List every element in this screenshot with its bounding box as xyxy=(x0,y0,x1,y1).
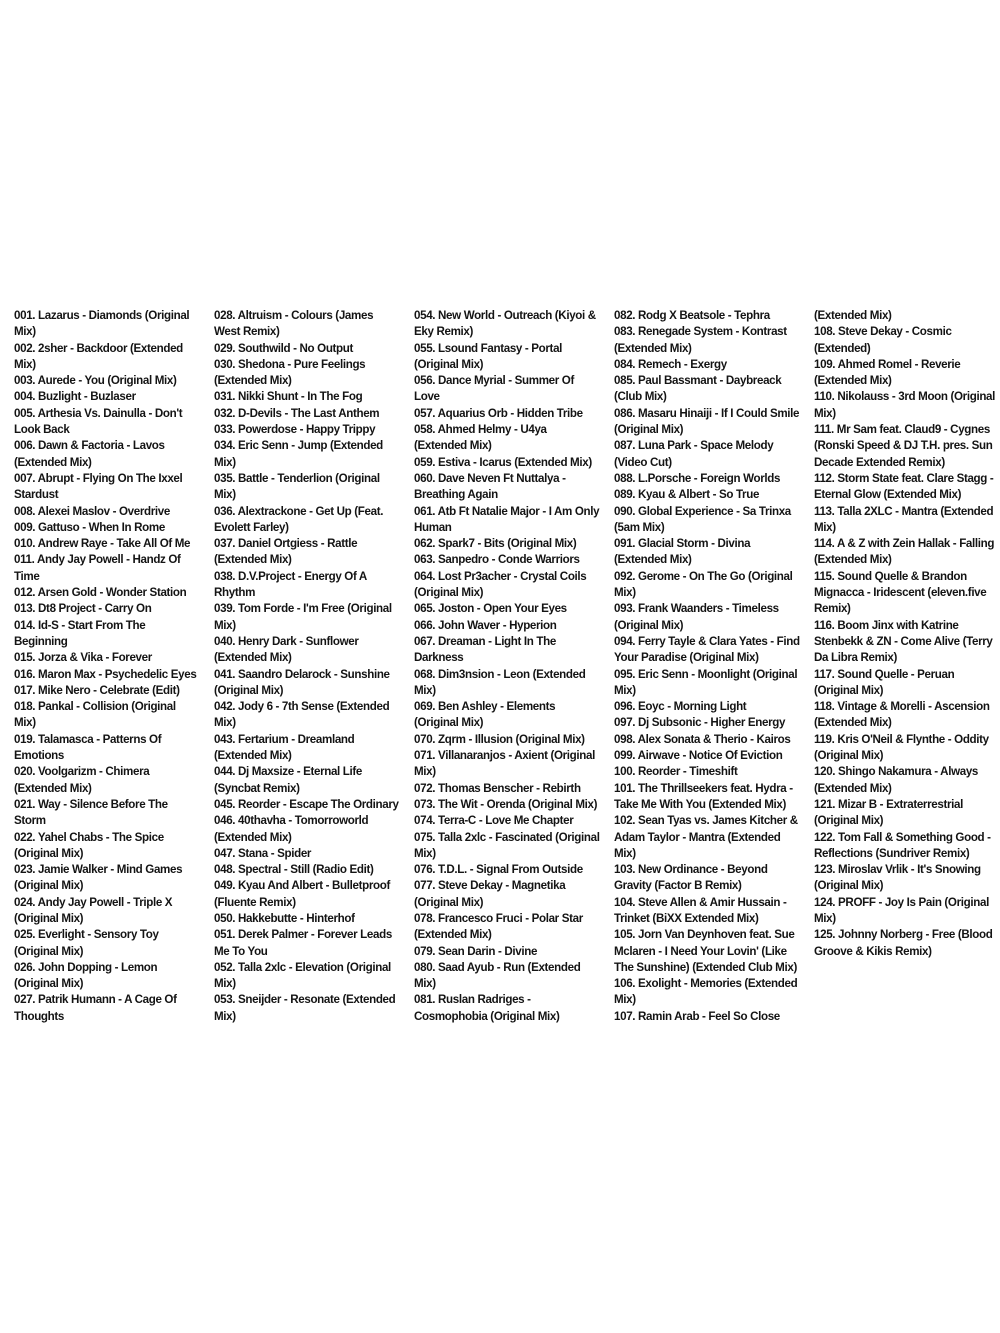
track-entry: 023. Jamie Walker - Mind Games (Original Mix) xyxy=(14,863,183,893)
track-entry: 113. Talla 2XLC - Mantra (Extended Mix) xyxy=(814,504,994,534)
track-entry: 066. John Waver - Hyperion xyxy=(414,618,557,632)
track-entry: 008. Alexei Maslov - Overdrive xyxy=(14,504,170,518)
track-entry: 002. 2sher - Backdoor (Extended Mix) xyxy=(14,341,183,371)
track-entry: 069. Ben Ashley - Elements (Original Mix) xyxy=(414,700,556,730)
track-entry: 095. Eric Senn - Moonlight (Original Mix) xyxy=(614,667,798,697)
track-entry: 025. Everlight - Sensory Toy (Original Mix) xyxy=(14,928,159,958)
track-entry: 096. Eoyc - Morning Light xyxy=(614,700,747,714)
track-entry: 116. Boom Jinx with Katrine Stenbekk & ZN - Come Alive (Terry Da Libra Remix) xyxy=(814,618,993,665)
track-entry: 065. Joston - Open Your Eyes xyxy=(414,602,567,616)
track-entry: 094. Ferry Tayle & Clara Yates - Find Your Paradise (Original Mix) xyxy=(614,634,800,665)
track-entry: 055. Lsound Fantasy - Portal (Original Mix) xyxy=(414,341,563,371)
track-entry: (Extended Mix) xyxy=(814,309,892,322)
track-entry: 114. A & Z with Zein Hallak - Falling (Extended Mix) xyxy=(814,537,995,567)
track-entry: 043. Fertarium - Dreamland (Extended Mix) xyxy=(214,732,355,763)
track-entry: 010. Andrew Raye - Take All Of Me xyxy=(14,537,191,551)
track-entry: 058. Ahmed Helmy - U4ya (Extended Mix) xyxy=(414,423,547,453)
track-entry: 105. Jorn Van Deynhoven feat. Sue Mclaren - I Need Your Lovin' (Like The Sunshine) (Extended Club Mix) xyxy=(614,928,797,974)
track-entry: 044. Dj Maxsize - Eternal Life (Syncbat Remix) xyxy=(214,765,363,795)
track-entry: 064. Lost Pr3acher - Crystal Coils (Original Mix) xyxy=(414,569,587,600)
track-entry: 109. Ahmed Romel - Reverie (Extended Mix) xyxy=(814,357,961,388)
track-entry: 099. Airwave - Notice Of Eviction xyxy=(614,749,783,763)
track-entry: 020. Voolgarizm - Chimera (Extended Mix) xyxy=(14,765,150,795)
track-entry: 107. Ramin Arab - Feel So Close xyxy=(614,1009,780,1023)
track-entry: 048. Spectral - Still (Radio Edit) xyxy=(214,863,374,877)
track-entry: 071. Villanaranjos - Axient (Original Mix) xyxy=(414,749,595,779)
track-entry: 073. The Wit - Orenda (Original Mix) xyxy=(414,797,598,811)
track-entry: 032. D-Devils - The Last Anthem xyxy=(214,406,380,420)
track-entry: 103. New Ordinance - Beyond Gravity (Factor B Remix) xyxy=(614,863,768,893)
track-entry: 100. Reorder - Timeshift xyxy=(614,765,738,779)
track-entry: 075. Talla 2xlc - Fascinated (Original Mix) xyxy=(414,830,600,860)
track-entry: 042. Jody 6 - 7th Sense (Extended Mix) xyxy=(214,700,390,730)
track-entry: 024. Andy Jay Powell - Triple X (Original Mix) xyxy=(14,895,173,925)
track-entry: 019. Talamasca - Patterns Of Emotions xyxy=(14,732,162,763)
track-entry: 054. New World - Outreach (Kiyoi & Eky Remix) xyxy=(414,309,596,339)
track-entry: 036. Alextrackone - Get Up (Feat. Evolett Farley) xyxy=(214,504,384,534)
track-entry: 027. Patrik Humann - A Cage Of Thoughts xyxy=(14,993,177,1023)
track-entry: 029. Southwild - No Output xyxy=(214,341,354,355)
track-entry: 006. Dawn & Factoria - Lavos (Extended Mix) xyxy=(14,439,165,469)
track-entry: 030. Shedona - Pure Feelings (Extended Mix) xyxy=(214,357,366,388)
track-entry: 056. Dance Myrial - Summer Of Love xyxy=(414,374,574,404)
track-entry: 039. Tom Forde - I'm Free (Original Mix) xyxy=(214,602,392,632)
track-entry: 087. Luna Park - Space Melody (Video Cut) xyxy=(614,439,774,469)
track-entry: 005. Arthesia Vs. Dainulla - Don't Look Back xyxy=(14,406,183,437)
tracklist-column-2 xyxy=(214,308,400,1025)
track-entry: 081. Ruslan Radriges - Cosmophobia (Original Mix) xyxy=(414,993,560,1023)
track-entry: 007. Abrupt - Flying On The Ixxel Stardust xyxy=(14,471,183,502)
track-entry: 091. Glacial Storm - Divina (Extended Mix) xyxy=(614,537,751,567)
track-entry: 018. Pankal - Collision (Original Mix) xyxy=(14,700,176,730)
track-entry: 059. Estiva - Icarus (Extended Mix) xyxy=(414,455,592,469)
tracklist xyxy=(14,308,994,1025)
track-entry: 037. Daniel Ortgiess - Rattle (Extended Mix) xyxy=(214,537,358,567)
track-entry: 122. Tom Fall & Something Good - Reflections (Sundriver Remix) xyxy=(814,830,991,860)
track-entry: 003. Aurede - You (Original Mix) xyxy=(14,374,177,388)
track-entry: 063. Sanpedro - Conde Warriors xyxy=(414,553,580,567)
track-entry: 014. Id-S - Start From The Beginning xyxy=(14,618,146,648)
track-entry: 111. Mr Sam feat. Claud9 - Cygnes (Ronski Speed & DJ T.H. pres. Sun Decade Extended Remix) xyxy=(814,423,993,469)
track-entry: 088. L.Porsche - Foreign Worlds xyxy=(614,471,781,485)
track-entry: 082. Rodg X Beatsole - Tephra xyxy=(614,309,770,322)
track-entry: 102. Sean Tyas vs. James Kitcher & Adam Taylor - Mantra (Extended Mix) xyxy=(614,814,798,860)
track-entry: 028. Altruism - Colours (James West Remix) xyxy=(214,309,374,339)
track-entry: 022. Yahel Chabs - The Spice (Original Mix) xyxy=(14,830,164,860)
track-entry: 086. Masaru Hinaiji - If I Could Smile (Original Mix) xyxy=(614,406,800,437)
track-entry: 123. Miroslav Vrlik - It's Snowing (Original Mix) xyxy=(814,863,981,893)
track-entry: 026. John Dopping - Lemon (Original Mix) xyxy=(14,960,158,991)
track-entry: 038. D.V.Project - Energy Of A Rhythm xyxy=(214,569,367,600)
track-entry: 085. Paul Bassmant - Daybreack (Club Mix) xyxy=(614,374,782,404)
track-entry: 004. Buzlight - Buzlaser xyxy=(14,390,136,404)
track-entry: 078. Francesco Fruci - Polar Star (Extended Mix) xyxy=(414,911,583,942)
track-entry: 068. Dim3nsion - Leon (Extended Mix) xyxy=(414,667,586,697)
track-entry: 080. Saad Ayub - Run (Extended Mix) xyxy=(414,960,581,991)
track-entry: 112. Storm State feat. Clare Stagg - Eternal Glow (Extended Mix) xyxy=(814,471,994,502)
track-entry: 074. Terra-C - Love Me Chapter xyxy=(414,814,574,828)
track-entry: 035. Battle - Tenderlion (Original Mix) xyxy=(214,471,380,502)
track-entry: 050. Hakkebutte - Hinterhof xyxy=(214,911,355,925)
track-entry: 089. Kyau & Albert - So True xyxy=(614,488,760,502)
tracklist-column-4 xyxy=(614,308,800,1025)
track-entry: 034. Eric Senn - Jump (Extended Mix) xyxy=(214,439,383,469)
tracklist-column-5 xyxy=(814,308,1000,1025)
track-entry: 033. Powerdose - Happy Trippy xyxy=(214,423,376,437)
track-entry: 017. Mike Nero - Celebrate (Edit) xyxy=(14,683,180,697)
track-entry: 121. Mizar B - Extraterrestrial (Original Mix) xyxy=(814,797,963,828)
track-entry: 061. Atb Ft Natalie Major - I Am Only Human xyxy=(414,504,600,534)
track-entry: 041. Saandro Delarock - Sunshine (Original Mix) xyxy=(214,667,390,697)
track-entry: 072. Thomas Benscher - Rebirth xyxy=(414,781,581,795)
track-entry: 097. Dj Subsonic - Higher Energy xyxy=(614,716,786,730)
track-entry: 115. Sound Quelle & Brandon Mignacca - Iridescent (eleven.five Remix) xyxy=(814,569,987,616)
track-entry: 031. Nikki Shunt - In The Fog xyxy=(214,390,363,404)
track-entry: 009. Gattuso - When In Rome xyxy=(14,520,165,534)
track-entry: 079. Sean Darin - Divine xyxy=(414,944,538,958)
track-entry: 046. 40thavha - Tomorroworld (Extended Mix) xyxy=(214,814,369,844)
track-entry: 053. Sneijder - Resonate (Extended Mix) xyxy=(214,993,396,1023)
track-entry: 120. Shingo Nakamura - Always (Extended Mix) xyxy=(814,765,979,795)
track-entry: 090. Global Experience - Sa Trinxa (5am Mix) xyxy=(614,504,791,534)
track-entry: 083. Renegade System - Kontrast (Extended Mix) xyxy=(614,325,787,355)
track-entry: 021. Way - Silence Before The Storm xyxy=(14,797,168,828)
track-entry: 118. Vintage & Morelli - Ascension (Extended Mix) xyxy=(814,700,990,730)
track-entry: 125. Johnny Norberg - Free (Blood Groove & Kikis Remix) xyxy=(814,928,993,958)
track-entry: 011. Andy Jay Powell - Handz Of Time xyxy=(14,553,181,583)
track-entry: 108. Steve Dekay - Cosmic (Extended) xyxy=(814,325,952,355)
track-entry: 057. Aquarius Orb - Hidden Tribe xyxy=(414,406,583,420)
track-entry: 013. Dt8 Project - Carry On xyxy=(14,602,152,616)
track-entry: 093. Frank Waanders - Timeless (Original Mix) xyxy=(614,602,779,632)
track-entry: 045. Reorder - Escape The Ordinary xyxy=(214,797,399,811)
track-entry: 119. Kris O'Neil & Flynthe - Oddity (Original Mix) xyxy=(814,732,989,763)
tracklist-column-3 xyxy=(414,308,600,1025)
track-entry: 077. Steve Dekay - Magnetika (Original Mix) xyxy=(414,879,566,909)
track-entry: 040. Henry Dark - Sunflower (Extended Mix) xyxy=(214,634,359,665)
track-entry: 092. Gerome - On The Go (Original Mix) xyxy=(614,569,793,600)
track-entry: 047. Stana - Spider xyxy=(214,846,312,860)
track-entry: 067. Dreaman - Light In The Darkness xyxy=(414,634,556,665)
track-entry: 015. Jorza & Vika - Forever xyxy=(14,651,152,665)
track-entry: 051. Derek Palmer - Forever Leads Me To You xyxy=(214,928,392,958)
track-entry: 012. Arsen Gold - Wonder Station xyxy=(14,586,187,600)
track-entry: 110. Nikolauss - 3rd Moon (Original Mix) xyxy=(814,390,996,420)
track-entry: 084. Remech - Exergy xyxy=(614,357,727,371)
track-entry: 117. Sound Quelle - Peruan (Original Mix) xyxy=(814,667,955,697)
track-entry: 070. Zqrm - Illusion (Original Mix) xyxy=(414,732,585,746)
track-entry: 016. Maron Max - Psychedelic Eyes xyxy=(14,667,197,681)
track-entry: 098. Alex Sonata & Therio - Kairos xyxy=(614,732,791,746)
track-entry: 062. Spark7 - Bits (Original Mix) xyxy=(414,537,577,551)
track-entry: 049. Kyau And Albert - Bulletproof (Fluente Remix) xyxy=(214,879,390,909)
track-entry: 076. T.D.L. - Signal From Outside xyxy=(414,863,583,877)
track-entry: 101. The Thrillseekers feat. Hydra - Take Me With You (Extended Mix) xyxy=(614,781,793,811)
track-entry: 052. Talla 2xlc - Elevation (Original Mix) xyxy=(214,960,391,991)
track-entry: 124. PROFF - Joy Is Pain (Original Mix) xyxy=(814,895,989,925)
track-entry: 060. Dave Neven Ft Nuttalya - Breathing Again xyxy=(414,471,566,502)
tracklist-column-1 xyxy=(14,308,200,1025)
track-entry: 001. Lazarus - Diamonds (Original Mix) xyxy=(14,309,190,339)
track-entry: 106. Exolight - Memories (Extended Mix) xyxy=(614,977,798,1007)
track-entry: 104. Steve Allen & Amir Hussain - Trinket (BiXX Extended Mix) xyxy=(614,895,787,925)
